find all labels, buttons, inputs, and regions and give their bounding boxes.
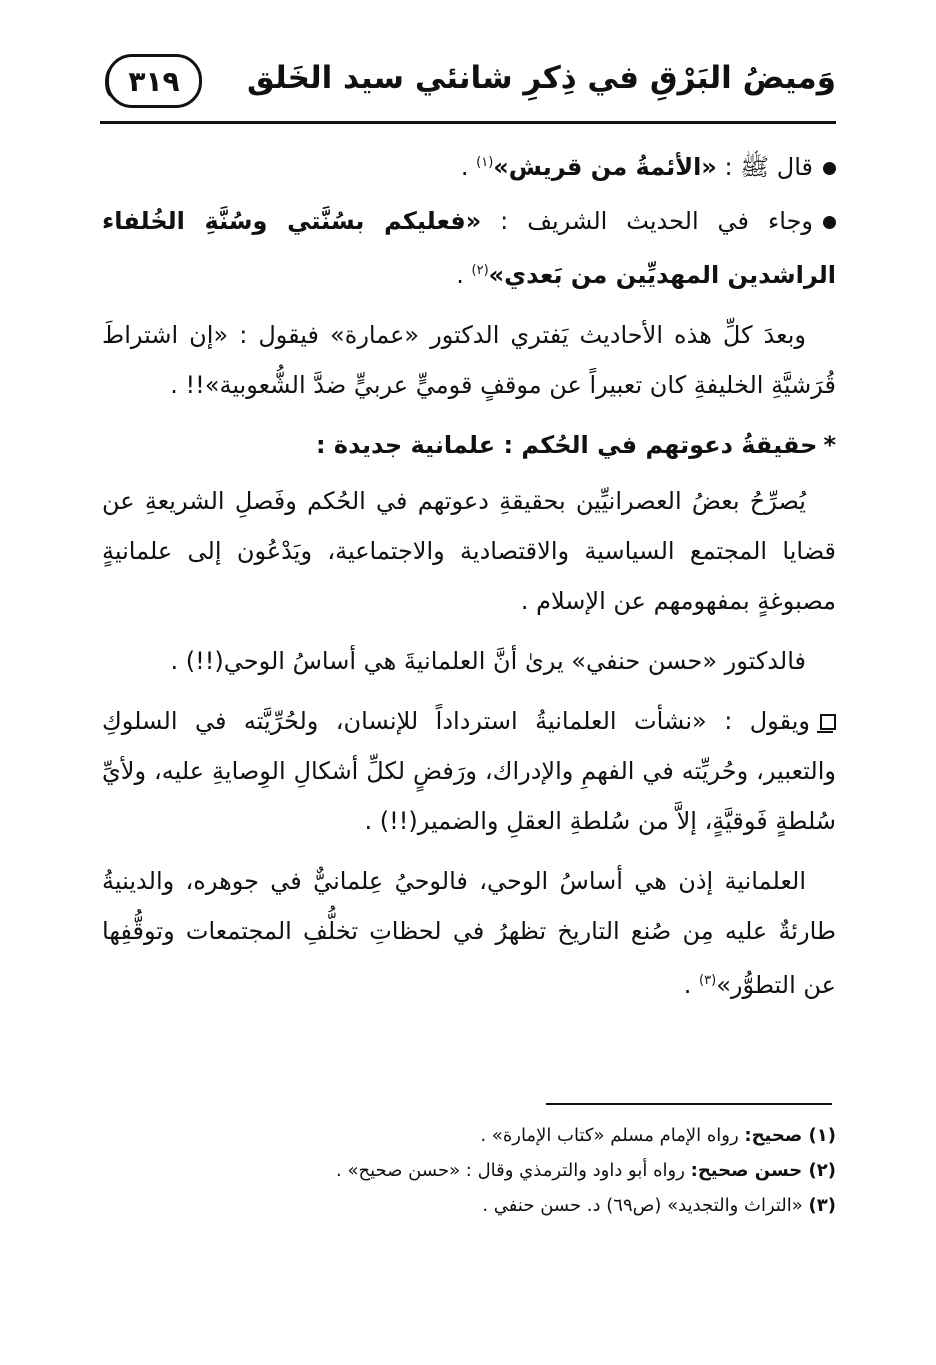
paragraph-end: . xyxy=(456,261,472,289)
paragraph-hadith-sunnah xyxy=(102,196,836,300)
footnote-text: «التراث والتجديد» (ص٦٩) د. حسن حنفي . xyxy=(482,1195,809,1216)
quote-box-icon xyxy=(820,714,836,730)
paragraph-prefix: قال ﷺ : xyxy=(716,153,813,181)
footnote-text: رواه أبو داود والترمذي وقال : «حسن صحيح» . xyxy=(336,1160,691,1181)
footnotes xyxy=(300,1118,836,1223)
footnote-3 xyxy=(300,1188,836,1223)
footnote-ref: (١) xyxy=(476,155,494,170)
footnote-2 xyxy=(300,1153,836,1188)
section-heading-text: حقيقةُ دعوتهم في الحُكم : علمانية جديدة : xyxy=(315,431,818,459)
footnote-label: (٢) حسن صحيح: xyxy=(690,1160,836,1181)
footnote-divider xyxy=(546,1103,832,1105)
footnote-ref: (٢) xyxy=(471,263,489,278)
hadith-quote: «الأئمةُ من قريش» xyxy=(493,153,717,181)
paragraph-end: . xyxy=(683,971,700,999)
paragraph-revelation xyxy=(102,856,836,1010)
paragraph-imara-claim: وبعدَ كلِّ هذه الأحاديث يَفتري الدكتور «عمارة» فيقول : «إن اشتراطَ قُرَشيَّةِ الخليفةِ كان تعبيراً عن موقفٍ قوميٍّ عربيٍّ ضدَّ الشُّعوبية»!! . xyxy=(102,321,836,399)
paragraph-secularism-intro: يُصرِّحُ بعضُ العصرانيِّين بحقيقةِ دعوتهم في الحُكم وفَصلِ الشريعةِ عن قضايا المجتمع السياسية والاقتصادية والاجتماعية، ويَدْعُون إلى علمانيةٍ مصبوغةٍ بمفهومهم عن الإسلام . xyxy=(102,487,836,615)
footnote-1 xyxy=(300,1118,836,1153)
paragraph-prefix: وجاء في الحديث الشريف : xyxy=(481,207,813,235)
footnote-label: (١) صحيح: xyxy=(744,1125,836,1146)
page-header xyxy=(100,48,836,124)
footnote-text: رواه الإمام مسلم «كتاب الإمارة» . xyxy=(480,1125,745,1146)
paragraph-text: العلمانية إذن هي أساسُ الوحي، فالوحيُ عِلمانيٌّ في جوهره، والدينيةُ طارئةٌ عليه مِن صُنع التاريخ تظهرُ في لحظاتِ تخلُّفِ المجتمعات وتوقُّفِها عن التطوُّر» xyxy=(102,867,836,999)
section-heading xyxy=(102,420,836,470)
paragraph-hanafi-view: فالدكتور «حسن حنفي» يرىٰ أنَّ العلمانيةَ هي أساسُ الوحي(!!) . xyxy=(170,647,806,675)
footnote-ref: (٣) xyxy=(699,973,717,988)
paragraph-end: . xyxy=(460,153,477,181)
bullet-icon xyxy=(823,162,836,175)
running-title: وَميضُ البَرْقِ في ذِكرِ شانئي سيد الخَلق xyxy=(247,60,836,96)
asterisk-icon: * xyxy=(823,431,836,459)
main-text xyxy=(102,138,836,1020)
header-divider xyxy=(100,121,836,124)
footnote-label: (٣) xyxy=(808,1195,836,1216)
hadith-quote: «فعليكم بسُنَّتي وسُنَّةِ الخُلفاء الراشدين المهديِّين من بَعدي» xyxy=(102,207,836,289)
bullet-icon xyxy=(823,216,836,229)
paragraph-hadith-quraysh xyxy=(102,138,836,192)
quote-text: ويقول : «نشأت العلمانيةُ استرداداً للإنسان، ولحُرِّيَّته في السلوكِ والتعبير، وحُريِّته في الفهمِ والإدراك، ورَفضٍ لكلِّ أشكالِ الوِصايةِ عليه، ولأيِّ سُلطةٍ فَوقيَّةٍ، إلاَّ من سُلطةِ العقلِ والضمير(!!) . xyxy=(102,707,836,835)
paragraph-hanafi-quote xyxy=(102,696,836,846)
page-number: ٣١٩ xyxy=(106,54,202,108)
